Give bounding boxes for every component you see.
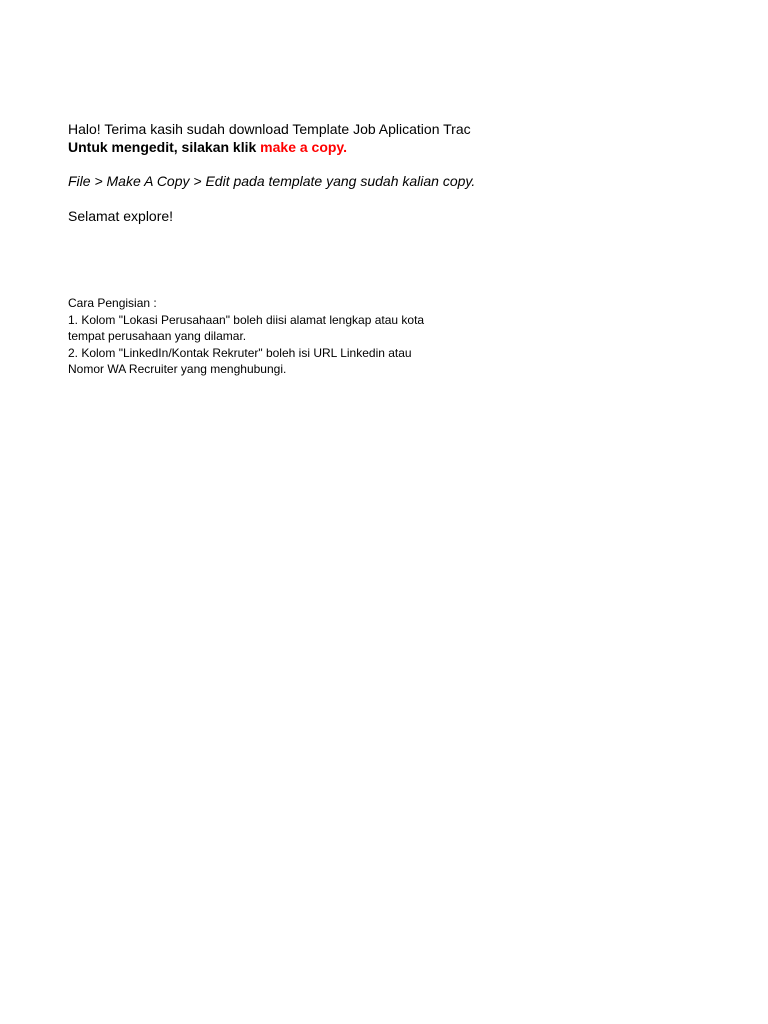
guide-line: tempat perusahaan yang dilamar. (68, 329, 247, 343)
guide-line: 1. Kolom "Lokasi Perusahaan" boleh diisi alamat lengkap atau kota (68, 312, 425, 327)
guide-line: 2. Kolom "LinkedIn/Kontak Rekruter" boleh isi URL Linkedin atau (68, 345, 412, 360)
filling-guide (68, 295, 508, 378)
closing-text: Selamat explore! (68, 208, 174, 224)
edit-instruction (68, 139, 347, 156)
make-a-copy-highlight: make a copy. (260, 139, 348, 155)
guide-line: Nomor WA Recruiter yang menghubungi. (68, 362, 287, 376)
edit-instruction-prefix: Untuk mengedit, silakan klik (68, 139, 261, 155)
greeting-text: Halo! Terima kasih sudah download Template Job Aplication Trac (68, 121, 471, 137)
copy-steps-text: File > Make A Copy > Edit pada template yang sudah kalian copy. (68, 173, 476, 189)
guide-title: Cara Pengisian : (68, 296, 157, 310)
